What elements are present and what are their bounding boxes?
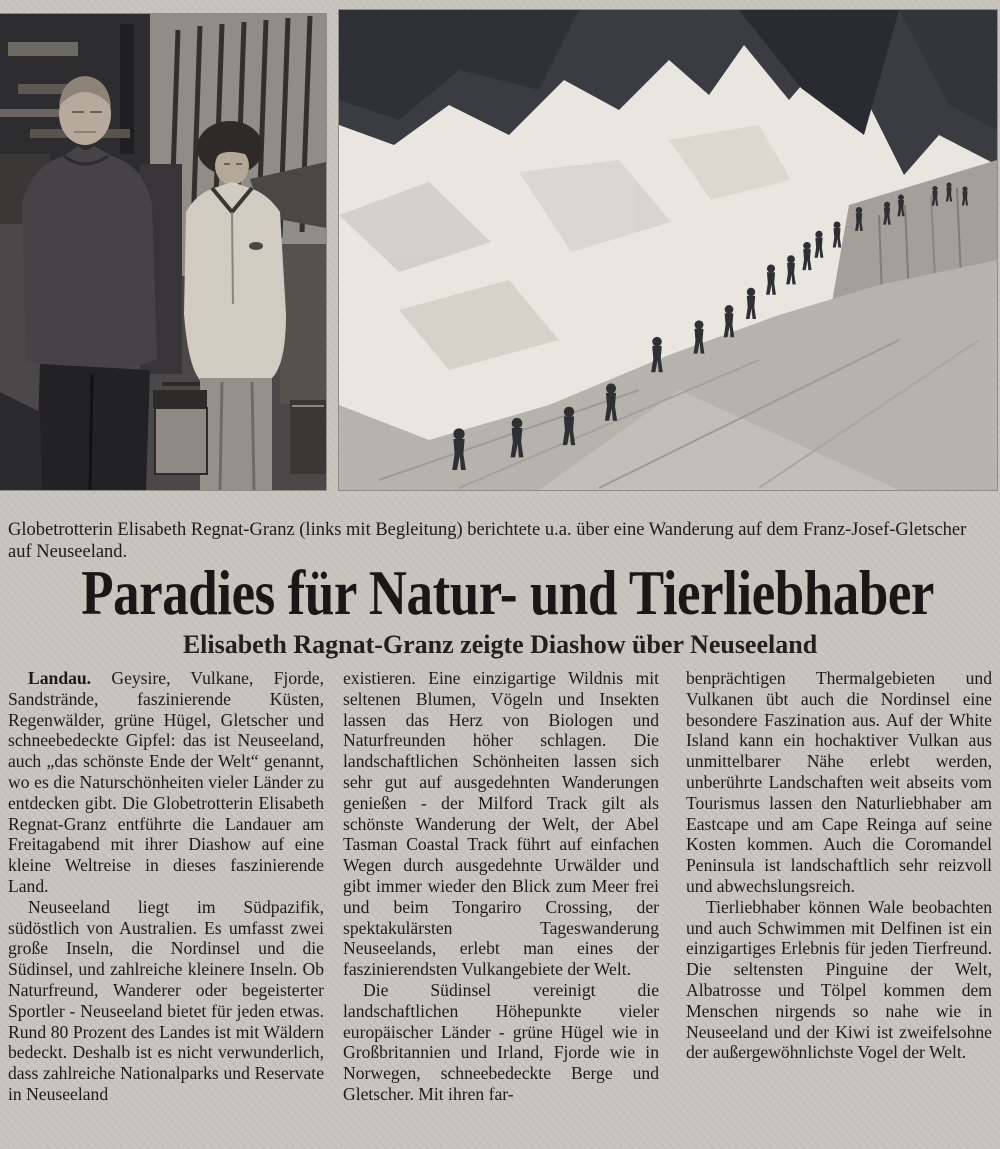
article-column-1: [8, 668, 324, 1149]
portrait-photo-illustration: [0, 14, 326, 490]
paragraph-lead: [8, 668, 324, 897]
paragraph: Tierliebhaber können Wale beobachten und auch Schwimmen mit Delfinen ist ein einzigartiges Erlebnis für jeden Tierfreund. Die seltensten Pinguine der Welt, Albatrosse und Tölpel kommen dem Menschen nirgends so nahe wie in Neuseeland und der Kiwi ist zweifelsohne der außergewöhnlichste Vogel der Welt.: [686, 896, 992, 1063]
dateline: Landau.: [28, 668, 92, 688]
glacier-photo: [339, 10, 997, 490]
article-column-2: [343, 668, 659, 1149]
portrait-photo: [0, 14, 326, 490]
paragraph-continuation: existieren. Eine einzigartige Wildnis mit seltenen Blumen, Vögeln und Insekten lassen das Herz von Biologen und Naturfreunden höher schlagen. Die landschaftlichen Schönheiten lassen sich sehr gut auf ausgedehnten Wanderungen genießen - der Milford Track gilt als schönste Wanderung der Welt, der Abel Tasman Coastal Track führt auf einfachen Wegen durch ausgedehnte Urwälder und gibt immer wieder den Blick zum Meer frei und beim Tongariro Crossing, der spektakulärsten Tageswanderung Neuseelands, erlebt man eines der faszinierendsten Vulkangebiete der Welt.: [343, 668, 659, 980]
subheadline: Elisabeth Ragnat-Granz zeigte Diashow über Neuseeland: [182, 630, 818, 659]
photo-caption: Globetrotterin Elisabeth Regnat-Granz (links mit Begleitung) berichtete u.a. über eine Wanderung auf dem Franz-Josef-Gletscher auf Neuseeland.: [8, 519, 967, 562]
paragraph: Neuseeland liegt im Südpazifik, südöstlich von Australien. Es umfasst zwei große Inseln, die Nordinsel und die Südinsel, und zahlreiche kleinere Inseln. Ob Naturfreund, Wanderer oder begeisterter Sportler - Neuseeland bietet für jeden etwas. Rund 80 Prozent des Landes ist mit Wäldern bedeckt. Deshalb ist es nicht verwunderlich, dass zahlreiche Nationalparks und Reservate in Neuseeland: [8, 896, 324, 1104]
paragraph-text: Geysire, Vulkane, Fjorde, Sandstrände, faszinierende Küsten, Regenwälder, grüne Hügel, Gletscher und schneebedeckte Gipfel: das ist Neuseeland, auch „das schönste Ende der Welt“ genannt, wo es die Naturschönheiten vieler Länder zu entdecken gibt. Die Globetrotterin Elisabeth Regnat-Granz entführte die Landauer am Freitagabend mit ihrer Diashow auf eine kleine Weltreise in dieses faszinierende Land.: [8, 668, 324, 896]
paragraph-continuation: benprächtigen Thermalgebieten und Vulkanen übt auch die Nordinsel eine besondere Faszination aus. Auf der White Island kann ein hochaktiver Vulkan aus unmittelbarer Nähe erlebt werden, unberührte Landschaften weit abseits vom Tourismus lassen den Naturliebhaber am Eastcape und am Cape Reinga auf seine Kosten kommen. Auch die Coromandel Peninsula ist landschaftlich sehr reizvoll und abwechslungsreich.: [686, 668, 992, 896]
article-column-3: [686, 668, 992, 1149]
paragraph: Die Südinsel vereinigt die landschaftlichen Höhepunkte vieler europäischer Länder - grüne Hügel wie in Großbritannien und Irland, Fjorde wie in Norwegen, schneebedeckte Berge und Gletscher. Mit ihren far-: [343, 979, 659, 1104]
headline: [0, 560, 1000, 626]
headline-text: Paradies für Natur- und Tierliebhaber: [81, 558, 935, 628]
glacier-photo-illustration: [339, 10, 997, 490]
